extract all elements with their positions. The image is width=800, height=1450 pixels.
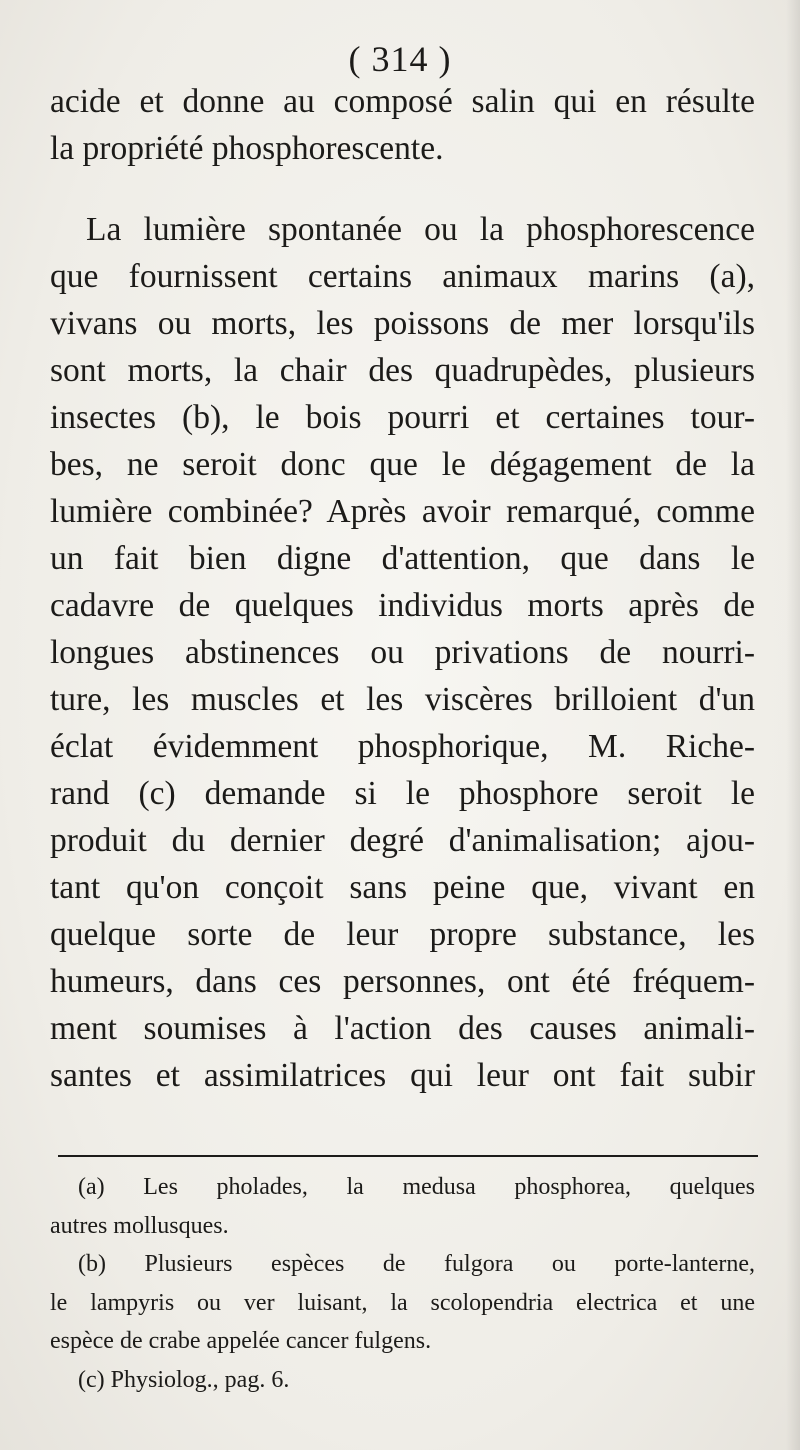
text-line: bes, ne seroit donc que le dégagement de la — [50, 446, 755, 483]
text-line: que fournissent certains animaux marins (a), — [50, 258, 755, 295]
paragraph-continued — [50, 78, 755, 172]
text-line: longues abstinences ou privations de nourri- — [50, 634, 755, 671]
text-line: la propriété phosphorescente. — [50, 130, 444, 167]
footnotes — [50, 1168, 755, 1399]
text-line: cadavre de quelques individus morts après de — [50, 587, 755, 624]
page-edge-shadow — [786, 0, 800, 1450]
text-line: sont morts, la chair des quadrupèdes, plusieurs — [50, 352, 755, 389]
text-line: santes et assimilatrices qui leur ont fait subir — [50, 1057, 755, 1094]
footnote-c: (c) Physiolog., pag. 6. — [78, 1366, 290, 1393]
text-line: La lumière spontanée ou la phosphorescence — [86, 211, 755, 248]
footnote-a-continued: autres mollusques. — [50, 1212, 229, 1239]
text-line: acide et donne au composé salin qui en résulte — [50, 83, 755, 120]
paragraph-phosphorescence — [50, 206, 755, 1099]
footnote-a: (a) Les pholades, la medusa phosphorea, quelques — [78, 1174, 755, 1200]
text-line: ment soumises à l'action des causes animali- — [50, 1010, 755, 1047]
text-line: vivans ou morts, les poissons de mer lorsqu'ils — [50, 305, 755, 342]
text-line: lumière combinée? Après avoir remarqué, comme — [50, 493, 755, 530]
text-line: rand (c) demande si le phosphore seroit le — [50, 775, 755, 812]
footnote-rule — [58, 1155, 758, 1157]
text-line: ture, les muscles et les viscères brilloient d'un — [50, 681, 755, 718]
text-line: éclat évidemment phosphorique, M. Riche- — [50, 728, 755, 765]
footnote-b: (b) Plusieurs espèces de fulgora ou porte-lanterne, — [78, 1251, 755, 1277]
text-line: quelque sorte de leur propre substance, les — [50, 916, 755, 953]
page-number: ( 314 ) — [348, 39, 452, 79]
footnote-b-continued: le lampyris ou ver luisant, la scolopendria electrica et une — [50, 1289, 755, 1316]
text-line: insectes (b), le bois pourri et certaines tour- — [50, 399, 755, 436]
text-line: humeurs, dans ces personnes, ont été fréquem- — [50, 963, 755, 1000]
text-line: un fait bien digne d'attention, que dans le — [50, 540, 755, 577]
text-line: tant qu'on conçoit sans peine que, vivant en — [50, 869, 755, 906]
text-line: produit du dernier degré d'animalisation; ajou- — [50, 822, 755, 859]
footnote-b-continued: espèce de crabe appelée cancer fulgens. — [50, 1328, 432, 1354]
